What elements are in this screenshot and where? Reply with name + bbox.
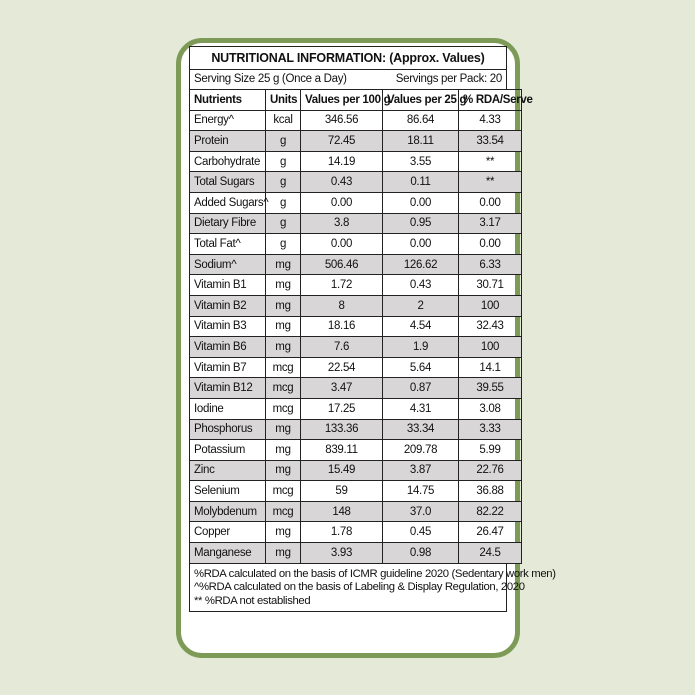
nutrient-name: Vitamin B12 — [190, 378, 266, 399]
value-per-25g: 0.98 — [383, 543, 459, 564]
value-per-25g: 5.64 — [383, 357, 459, 378]
table-row — [190, 131, 522, 152]
value-per-25g: 1.9 — [383, 337, 459, 358]
value-per-25g: 0.00 — [383, 192, 459, 213]
value-rda: 0.00 — [459, 192, 522, 213]
value-rda: 0.00 — [459, 234, 522, 255]
title-box — [189, 46, 507, 69]
value-per-100g: 0.43 — [301, 172, 383, 193]
serving-row — [189, 69, 507, 89]
table-row — [190, 522, 522, 543]
nutrient-unit: mg — [266, 316, 301, 337]
nutrient-unit: mg — [266, 440, 301, 461]
nutrient-unit: g — [266, 213, 301, 234]
nutrient-name: Manganese — [190, 543, 266, 564]
nutrient-name: Potassium — [190, 440, 266, 461]
nutrient-name: Energy^ — [190, 110, 266, 131]
value-per-25g: 18.11 — [383, 131, 459, 152]
value-per-25g: 33.34 — [383, 419, 459, 440]
nutrient-name: Copper — [190, 522, 266, 543]
header-units: Units — [266, 90, 301, 111]
nutrient-name: Added Sugars^ — [190, 192, 266, 213]
value-rda: 39.55 — [459, 378, 522, 399]
value-rda: 30.71 — [459, 275, 522, 296]
nutrient-unit: g — [266, 131, 301, 152]
nutrient-unit: g — [266, 234, 301, 255]
value-per-25g: 126.62 — [383, 254, 459, 275]
nutrient-name: Phosphorus — [190, 419, 266, 440]
nutrition-label-card — [176, 38, 556, 658]
value-per-100g: 7.6 — [301, 337, 383, 358]
table-row — [190, 460, 522, 481]
header-per-25g: Values per 25 g — [383, 90, 459, 111]
nutrient-unit: mg — [266, 295, 301, 316]
value-per-100g: 17.25 — [301, 398, 383, 419]
nutrient-unit: mcg — [266, 378, 301, 399]
nutrient-unit: mg — [266, 275, 301, 296]
value-rda: 24.5 — [459, 543, 522, 564]
nutrient-name: Total Fat^ — [190, 234, 266, 255]
table-row — [190, 357, 522, 378]
nutrient-unit: g — [266, 172, 301, 193]
value-rda: 32.43 — [459, 316, 522, 337]
nutrient-name: Molybdenum — [190, 501, 266, 522]
value-per-25g: 0.00 — [383, 234, 459, 255]
value-per-25g: 14.75 — [383, 481, 459, 502]
value-rda: 22.76 — [459, 460, 522, 481]
value-rda: 100 — [459, 337, 522, 358]
nutrient-name: Carbohydrate — [190, 151, 266, 172]
value-per-25g: 4.31 — [383, 398, 459, 419]
value-per-25g: 0.11 — [383, 172, 459, 193]
header-nutrients: Nutrients — [190, 90, 266, 111]
value-per-100g: 8 — [301, 295, 383, 316]
nutrient-unit: mg — [266, 543, 301, 564]
table-header-row — [190, 90, 522, 111]
nutrient-name: Dietary Fibre — [190, 213, 266, 234]
nutrient-name: Selenium — [190, 481, 266, 502]
nutrient-name: Protein — [190, 131, 266, 152]
nutrient-name: Vitamin B2 — [190, 295, 266, 316]
nutrition-table — [189, 89, 533, 564]
nutrient-unit: mcg — [266, 481, 301, 502]
table-row — [190, 378, 522, 399]
table-row — [190, 295, 522, 316]
nutrient-name: Total Sugars — [190, 172, 266, 193]
table-row — [190, 213, 522, 234]
nutrient-unit: mg — [266, 419, 301, 440]
value-per-100g: 15.49 — [301, 460, 383, 481]
nutrient-unit: kcal — [266, 110, 301, 131]
value-per-25g: 0.45 — [383, 522, 459, 543]
value-per-100g: 1.78 — [301, 522, 383, 543]
servings-per-pack: Servings per Pack: 20 — [395, 73, 502, 85]
value-per-25g: 37.0 — [383, 501, 459, 522]
table-row — [190, 254, 522, 275]
nutrient-unit: g — [266, 151, 301, 172]
footnote-2: ^%RDA calculated on the basis of Labeling & Display Regulation, 2020 — [194, 581, 525, 594]
table-row — [190, 398, 522, 419]
value-per-25g: 3.87 — [383, 460, 459, 481]
nutrient-name: Sodium^ — [190, 254, 266, 275]
value-per-100g: 22.54 — [301, 357, 383, 378]
value-rda: ** — [459, 151, 522, 172]
table-row — [190, 151, 522, 172]
value-per-100g: 14.19 — [301, 151, 383, 172]
value-per-25g: 0.95 — [383, 213, 459, 234]
value-per-100g: 59 — [301, 481, 383, 502]
nutrient-name: Vitamin B1 — [190, 275, 266, 296]
value-rda: 3.08 — [459, 398, 522, 419]
value-per-100g: 133.36 — [301, 419, 383, 440]
value-per-25g: 209.78 — [383, 440, 459, 461]
nutrient-name: Zinc — [190, 460, 266, 481]
table-row — [190, 481, 522, 502]
value-per-25g: 2 — [383, 295, 459, 316]
value-per-100g: 839.11 — [301, 440, 383, 461]
nutrient-unit: mcg — [266, 501, 301, 522]
value-rda: 33.54 — [459, 131, 522, 152]
value-rda: 6.33 — [459, 254, 522, 275]
table-row — [190, 419, 522, 440]
value-per-25g: 0.43 — [383, 275, 459, 296]
value-per-100g: 346.56 — [301, 110, 383, 131]
nutrient-unit: mg — [266, 254, 301, 275]
value-per-100g: 3.8 — [301, 213, 383, 234]
value-per-25g: 0.87 — [383, 378, 459, 399]
value-rda: 5.99 — [459, 440, 522, 461]
footnote-3: ** %RDA not established — [194, 594, 311, 607]
table-row — [190, 172, 522, 193]
value-per-100g: 3.47 — [301, 378, 383, 399]
table-row — [190, 316, 522, 337]
nutrition-label — [181, 46, 556, 612]
value-per-100g: 506.46 — [301, 254, 383, 275]
nutrient-unit: mcg — [266, 357, 301, 378]
value-per-25g: 4.54 — [383, 316, 459, 337]
nutrient-unit: mcg — [266, 398, 301, 419]
footnotes — [189, 564, 556, 613]
value-per-100g: 72.45 — [301, 131, 383, 152]
value-per-100g: 0.00 — [301, 192, 383, 213]
nutrient-name: Iodine — [190, 398, 266, 419]
value-rda: 26.47 — [459, 522, 522, 543]
value-per-100g: 148 — [301, 501, 383, 522]
header-per-100g: Values per 100 g — [301, 90, 383, 111]
nutrient-unit: mg — [266, 460, 301, 481]
table-row — [190, 337, 522, 358]
value-rda: 100 — [459, 295, 522, 316]
table-row — [190, 501, 522, 522]
table-row — [190, 543, 522, 564]
header-rda: % RDA/Serve — [459, 90, 522, 111]
value-per-100g: 0.00 — [301, 234, 383, 255]
value-per-25g: 86.64 — [383, 110, 459, 131]
footnote-1: %RDA calculated on the basis of ICMR guideline 2020 (Sedentary work men) — [194, 567, 556, 580]
value-rda: 36.88 — [459, 481, 522, 502]
nutrient-name: Vitamin B7 — [190, 357, 266, 378]
value-per-100g: 3.93 — [301, 543, 383, 564]
value-rda: 3.33 — [459, 419, 522, 440]
value-per-25g: 3.55 — [383, 151, 459, 172]
table-row — [190, 192, 522, 213]
value-rda: 14.1 — [459, 357, 522, 378]
nutrient-unit: g — [266, 192, 301, 213]
nutrient-unit: mg — [266, 337, 301, 358]
nutrient-name: Vitamin B3 — [190, 316, 266, 337]
value-rda: ** — [459, 172, 522, 193]
table-row — [190, 275, 522, 296]
value-rda: 82.22 — [459, 501, 522, 522]
value-rda: 4.33 — [459, 110, 522, 131]
nutrient-name: Vitamin B6 — [190, 337, 266, 358]
serving-size: Serving Size 25 g (Once a Day) — [194, 73, 347, 85]
value-per-100g: 1.72 — [301, 275, 383, 296]
table-row — [190, 234, 522, 255]
table-row — [190, 440, 522, 461]
table-row — [190, 110, 522, 131]
nutrient-unit: mg — [266, 522, 301, 543]
value-rda: 3.17 — [459, 213, 522, 234]
value-per-100g: 18.16 — [301, 316, 383, 337]
label-title: NUTRITIONAL INFORMATION: (Approx. Values) — [211, 51, 485, 65]
